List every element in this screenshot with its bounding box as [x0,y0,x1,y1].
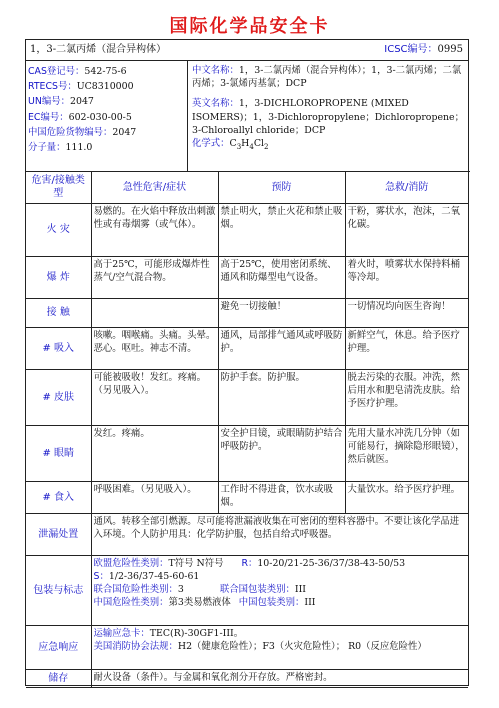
cell-hazard: 高于25℃，可能形成爆炸性蒸气/空气混合物。 [91,256,218,298]
column-header-prevention: 预防 [218,172,345,203]
row-type-eyes: # 眼睛 [26,425,91,481]
cell-hazard: 易燃的。在火焰中释放出刺激性或有毒烟雾（或气体）。 [91,203,218,256]
hazard-table [26,172,468,688]
emergency-label: 应急响应 [26,625,91,669]
column-header-type: 危害/接触类型 [26,172,91,203]
table-row [26,369,468,425]
emergency-row [26,625,468,669]
row-type-contact: 接 触 [26,298,91,327]
cell-prevention: 禁止明火，禁止火花和禁止吸烟。 [218,203,345,256]
row-type-fire: 火 灾 [26,203,91,256]
cell-prevention: 通风，局部排气通风或呼吸防护。 [218,327,345,369]
spill-text: 通风。转移全部引燃源。尽可能将泄漏液收集在可密闭的塑料容器中。不要让该化学品进入环境。个人防护用具：化学防护服，包括自给式呼吸器。 [91,513,468,555]
cell-hazard: 呼吸困难。（另见吸入）。 [91,481,218,513]
names-block [188,60,470,172]
cell-hazard [91,298,218,327]
table-row [26,327,468,369]
chemical-name: 1，3-二氯丙烯（混合异构体） [30,44,167,55]
un-number: UN编号：2047 [28,96,94,108]
cell-firstaid: 大量饮水。给予医疗护理。 [345,481,468,513]
cn-dangerous-goods-number: 中国危险货物编号：2047 [28,126,137,138]
cell-prevention: 防护手套。防护服。 [218,369,345,425]
row-type-skin: # 皮肤 [26,369,91,425]
packaging-row [26,555,468,625]
cell-firstaid: 着火时，喷雾状水保持料桶等冷却。 [345,256,468,298]
cas-number: CAS登记号：542-75-6 [28,66,127,77]
column-header-firstaid: 急救/消防 [345,172,468,203]
emergency-text: 运输应急卡：TEC(R)-30GF1-III。 美国消防协会法规：H2（健康危险性）；F3（火灾危险性）； R0（反应危险性） [91,625,468,669]
spill-label: 泄漏处置 [26,513,91,555]
storage-text: 耐火设备（条件）。与金属和氧化剂分开存放。严格密封。 [91,669,468,687]
chinese-name: 中文名称：1，3-二氯丙烯（混合异构体）；1，3-二氯丙烯；二氯丙烯；3-氯烯丙基氯；DCP [192,65,462,90]
cell-hazard: 咳嗽。咽喉痛。头痛。头晕。恶心。呕吐。神志不清。 [91,327,218,369]
table-row [26,425,468,481]
row-type-inhalation: # 吸入 [26,327,91,369]
spill-row [26,513,468,555]
storage-row [26,669,468,687]
card-title: 国际化学品安全卡 [169,16,330,37]
packaging-text: 欧盟危险性类别：T符号 N符号 R：10-20/21-25-36/37/38-43-50/53 S：1/2-36/37-45-60-61 联合国危险性类别：3 联合国包装类别：III 中国危险性类别：第3类易燃液体 中国包装类别：III [91,555,468,625]
ec-number: EC编号：602-030-00-5 [28,111,132,123]
row-type-explosion: 爆 炸 [26,256,91,298]
cell-firstaid: 脱去污染的衣服。冲洗，然后用水和肥皂清洗皮肤。给予医疗护理。 [345,369,468,425]
english-name: 英文名称：1，3-DICHLOROPROPENE (MIXED ISOMERS)；1，3-Dichloropropylene；Dichloropropene；3-Chloroallyl chloride；DCP [192,98,464,136]
cell-firstaid: 干粉，雾状水，泡沫，二氧化碳。 [345,203,468,256]
table-row [26,481,468,513]
table-header-row [26,172,468,203]
cell-hazard: 发红。疼痛。 [91,425,218,481]
chemical-formula: 化学式：$C_3H_4Cl_2$ [192,138,269,151]
cell-hazard: 可能被吸收！发红。疼痛。（另见吸入）。 [91,369,218,425]
table-row [26,298,468,327]
row-type-ingestion: # 食入 [26,481,91,513]
cell-firstaid: 先用大量水冲洗几分钟（如可能易行，摘除隐形眼镜），然后就医。 [345,425,468,481]
cell-prevention: 高于25℃，使用密闭系统、通风和防爆型电气设备。 [218,256,345,298]
cell-firstaid: 一切情况均向医生咨询！ [345,298,468,327]
cell-prevention: 避免一切接触！ [218,298,345,327]
table-row [26,203,468,256]
cell-prevention: 安全护目镜，或眼睛防护结合呼吸防护。 [218,425,345,481]
column-header-hazard: 急性危害/症状 [91,172,218,203]
icsc-number: ICSC编号：0995 [384,44,463,55]
cell-firstaid: 新鲜空气，休息。给予医疗护理。 [345,327,468,369]
card-header [26,40,468,61]
cell-prevention: 工作时不得进食，饮水或吸烟。 [218,481,345,513]
molecular-weight: 分子量：111.0 [28,142,93,154]
identifier-block [26,60,188,172]
rtecs-number: RTECS号：UC8310000 [28,81,134,93]
safety-card [25,39,469,686]
table-row [26,256,468,298]
storage-label: 储存 [26,669,91,687]
packaging-label: 包装与标志 [26,555,91,625]
